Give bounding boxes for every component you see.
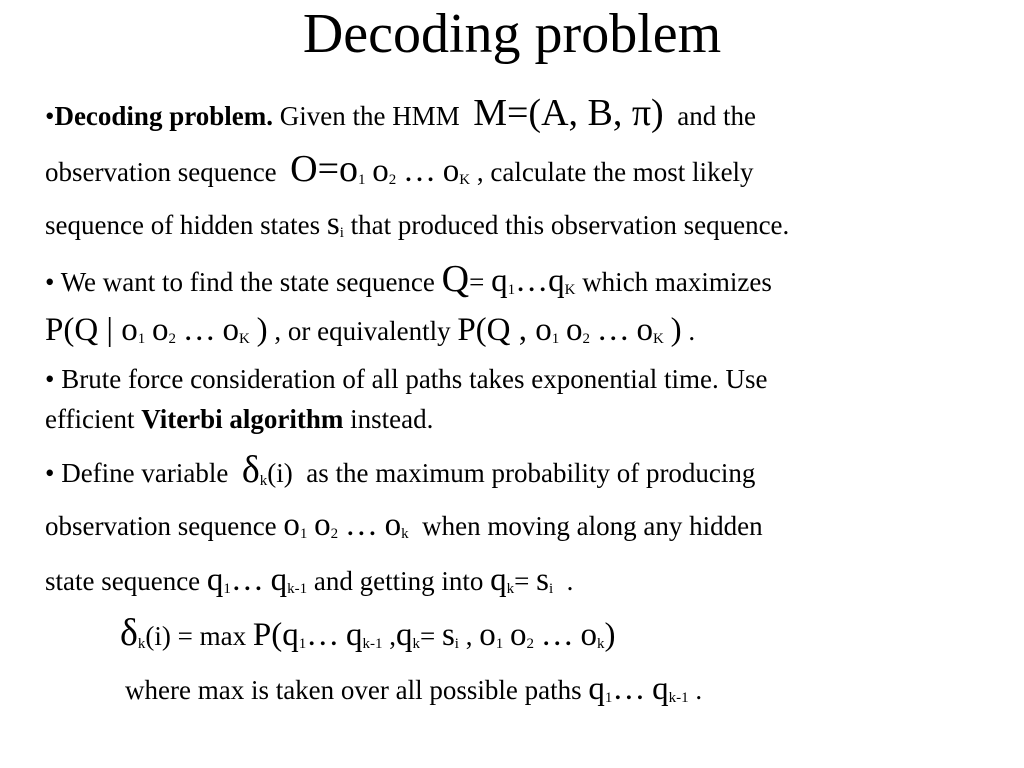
subscript: K xyxy=(459,172,471,188)
ellipsis: … xyxy=(344,507,378,543)
equals-max: = max xyxy=(170,621,253,651)
slide-title: Decoding problem xyxy=(302,3,722,65)
close-paren: ) xyxy=(670,312,682,348)
subscript: 2 xyxy=(582,331,591,347)
text-or-equivalently: , or equivalently xyxy=(274,316,458,346)
text-that-produced: that produced this observation sequence. xyxy=(343,210,790,240)
state-q: q xyxy=(490,562,507,598)
subscript: 2 xyxy=(526,636,534,652)
subscript: 1 xyxy=(299,526,308,542)
delta-symbol: δ xyxy=(120,612,138,654)
subscript: k-1 xyxy=(287,581,308,597)
subscript: 1 xyxy=(298,636,307,652)
hmm-model-notation: M=(A, B, π) xyxy=(473,92,664,134)
subscript: K xyxy=(653,331,664,347)
subscript: 1 xyxy=(495,636,504,652)
bullet1-line3 xyxy=(45,207,789,250)
subscript: k xyxy=(259,473,268,489)
text-given-hmm: Given the HMM xyxy=(272,101,467,131)
obs-o: o xyxy=(314,507,331,543)
comma: , xyxy=(458,621,480,651)
text-observation-sequence: observation sequence xyxy=(45,157,284,187)
delta-symbol: δ xyxy=(241,449,260,491)
equals: = xyxy=(419,621,442,651)
bullet4-line2 xyxy=(45,508,763,551)
state-q: q xyxy=(206,562,224,598)
bullet4-line1 xyxy=(45,449,756,498)
text-define-variable: • Define variable xyxy=(45,458,236,488)
bullet3-line1: • Brute force consideration of all paths takes exponential time. Use xyxy=(45,364,768,394)
subscript: k-1 xyxy=(362,636,383,652)
ellipsis: … xyxy=(515,263,549,299)
where-clause xyxy=(125,672,702,715)
text-which-maximizes: which maximizes xyxy=(575,267,772,297)
subscript: 1 xyxy=(137,331,146,347)
obs-o: o xyxy=(283,507,300,543)
prob-open: P(q xyxy=(252,617,299,653)
obs-o: o xyxy=(479,617,496,653)
subscript: k xyxy=(596,636,605,652)
obs-o: o xyxy=(152,312,169,348)
close-paren: ) xyxy=(256,312,268,348)
subscript: K xyxy=(239,331,250,347)
obs-o: o xyxy=(636,312,654,348)
close-paren: ) xyxy=(604,617,616,653)
state-s: s xyxy=(326,206,340,242)
obs-o: o xyxy=(442,153,460,189)
ellipsis: … xyxy=(596,312,630,348)
bullet3-line2 xyxy=(45,402,433,436)
state-q: q xyxy=(548,263,565,299)
bullet1-line1 xyxy=(45,92,756,134)
equals: = xyxy=(469,267,492,297)
equals: = xyxy=(514,566,537,596)
obs-o: o xyxy=(580,617,597,653)
subscript: 2 xyxy=(168,331,177,347)
subscript: K xyxy=(564,282,576,298)
subscript: k xyxy=(137,636,146,652)
text-instead: instead. xyxy=(343,404,434,434)
subscript: 2 xyxy=(388,172,397,188)
decoding-problem-lead: Decoding problem. xyxy=(54,101,273,131)
subscript: 1 xyxy=(358,172,366,188)
ellipsis: … xyxy=(403,153,437,189)
ellipsis: … xyxy=(230,562,264,598)
subscript: k xyxy=(506,581,515,597)
subscript: i xyxy=(548,581,554,597)
text-where-max: where max is taken over all possible paths xyxy=(125,675,589,705)
ellipsis: … xyxy=(612,671,646,707)
prob-expression-1: P(Q | o xyxy=(45,312,138,348)
text-state-sequence: state sequence xyxy=(45,566,207,596)
obs-o: o xyxy=(384,507,402,543)
obs-o: o xyxy=(509,617,527,653)
comma: , xyxy=(382,621,396,651)
text-and-getting-into: and getting into xyxy=(307,566,491,596)
ellipsis: … xyxy=(306,617,340,653)
subscript: i xyxy=(454,636,459,652)
state-q: q xyxy=(270,562,288,598)
text-and-the: and the xyxy=(677,101,756,131)
text-calculate: , calculate the most likely xyxy=(476,157,754,187)
obs-o: o xyxy=(566,312,583,348)
bullet-marker: • xyxy=(45,101,55,131)
subscript: 1 xyxy=(604,690,613,706)
obs-o: o xyxy=(372,153,389,189)
prob-expression-2: P(Q , o xyxy=(457,312,552,348)
text-sequence-hidden: sequence of hidden states xyxy=(45,210,327,240)
period: . xyxy=(566,566,574,596)
period: . xyxy=(688,316,696,346)
state-seq-Q: Q xyxy=(441,258,470,300)
subscript: 1 xyxy=(507,282,516,298)
subscript: 1 xyxy=(551,331,560,347)
obs-seq-O: O=o xyxy=(290,148,359,190)
state-q: q xyxy=(588,671,605,707)
obs-o: o xyxy=(222,312,240,348)
subscript: 1 xyxy=(223,581,231,597)
state-s: s xyxy=(441,617,455,653)
ellipsis: … xyxy=(182,312,216,348)
arg-i: (i) xyxy=(267,458,293,488)
period: . xyxy=(695,675,703,705)
state-q: q xyxy=(491,263,508,299)
subscript: 2 xyxy=(330,526,339,542)
text-efficient: efficient xyxy=(45,404,142,434)
ellipsis: … xyxy=(540,617,574,653)
subscript: k xyxy=(401,526,409,542)
state-q: q xyxy=(395,617,413,653)
text-observation-sequence: observation sequence xyxy=(45,511,284,541)
state-q: q xyxy=(345,617,363,653)
viterbi-algorithm: Viterbi algorithm xyxy=(141,404,344,434)
text-we-want: • We want to find the state sequence xyxy=(45,267,442,297)
bullet4-line3 xyxy=(45,563,573,606)
viterbi-formula xyxy=(120,612,616,661)
bullet2-line2 xyxy=(45,313,695,356)
bullet2-line1 xyxy=(45,258,772,307)
bullet1-line2 xyxy=(45,148,754,197)
subscript: i xyxy=(339,225,344,241)
text-as-max-prob: as the maximum probability of producing xyxy=(306,458,756,488)
state-q: q xyxy=(652,671,669,707)
arg-i: (i) xyxy=(145,621,171,651)
subscript: k xyxy=(412,636,420,652)
text-when-moving: when moving along any hidden xyxy=(422,511,763,541)
subscript: k-1 xyxy=(668,690,689,706)
state-s: s xyxy=(536,562,549,598)
